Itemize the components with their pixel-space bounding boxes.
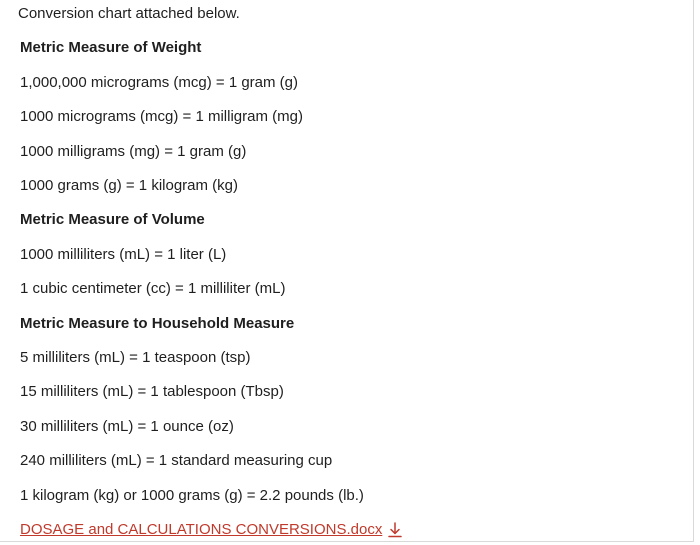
attachment-link[interactable] xyxy=(20,520,402,540)
household-line-3: 30 milliliters (mL) = 1 ounce (oz) xyxy=(20,418,234,435)
volume-line-2: 1 cubic centimeter (cc) = 1 milliliter (mL) xyxy=(20,280,286,297)
household-line-4: 240 milliliters (mL) = 1 standard measuring cup xyxy=(20,452,333,469)
intro-text: Conversion chart attached below. xyxy=(18,5,240,22)
weight-line-4: 1000 grams (g) = 1 kilogram (kg) xyxy=(20,177,238,194)
heading-volume: Metric Measure of Volume xyxy=(20,211,205,228)
heading-weight: Metric Measure of Weight xyxy=(20,39,202,56)
heading-household: Metric Measure to Household Measure xyxy=(20,315,295,332)
attachment-label: DOSAGE and CALCULATIONS CONVERSIONS.docx xyxy=(20,521,383,538)
volume-line-1: 1000 milliliters (mL) = 1 liter (L) xyxy=(20,246,227,263)
weight-line-3: 1000 milligrams (mg) = 1 gram (g) xyxy=(20,143,247,160)
download-icon[interactable] xyxy=(388,522,402,538)
weight-line-2: 1000 micrograms (mcg) = 1 milligram (mg) xyxy=(20,108,303,125)
attachment-row xyxy=(20,520,402,540)
household-line-1: 5 milliliters (mL) = 1 teaspoon (tsp) xyxy=(20,349,251,366)
household-line-5: 1 kilogram (kg) or 1000 grams (g) = 2.2 pounds (lb.) xyxy=(20,487,364,504)
household-line-2: 15 milliliters (mL) = 1 tablespoon (Tbsp) xyxy=(20,383,284,400)
weight-line-1: 1,000,000 micrograms (mcg) = 1 gram (g) xyxy=(20,74,299,91)
